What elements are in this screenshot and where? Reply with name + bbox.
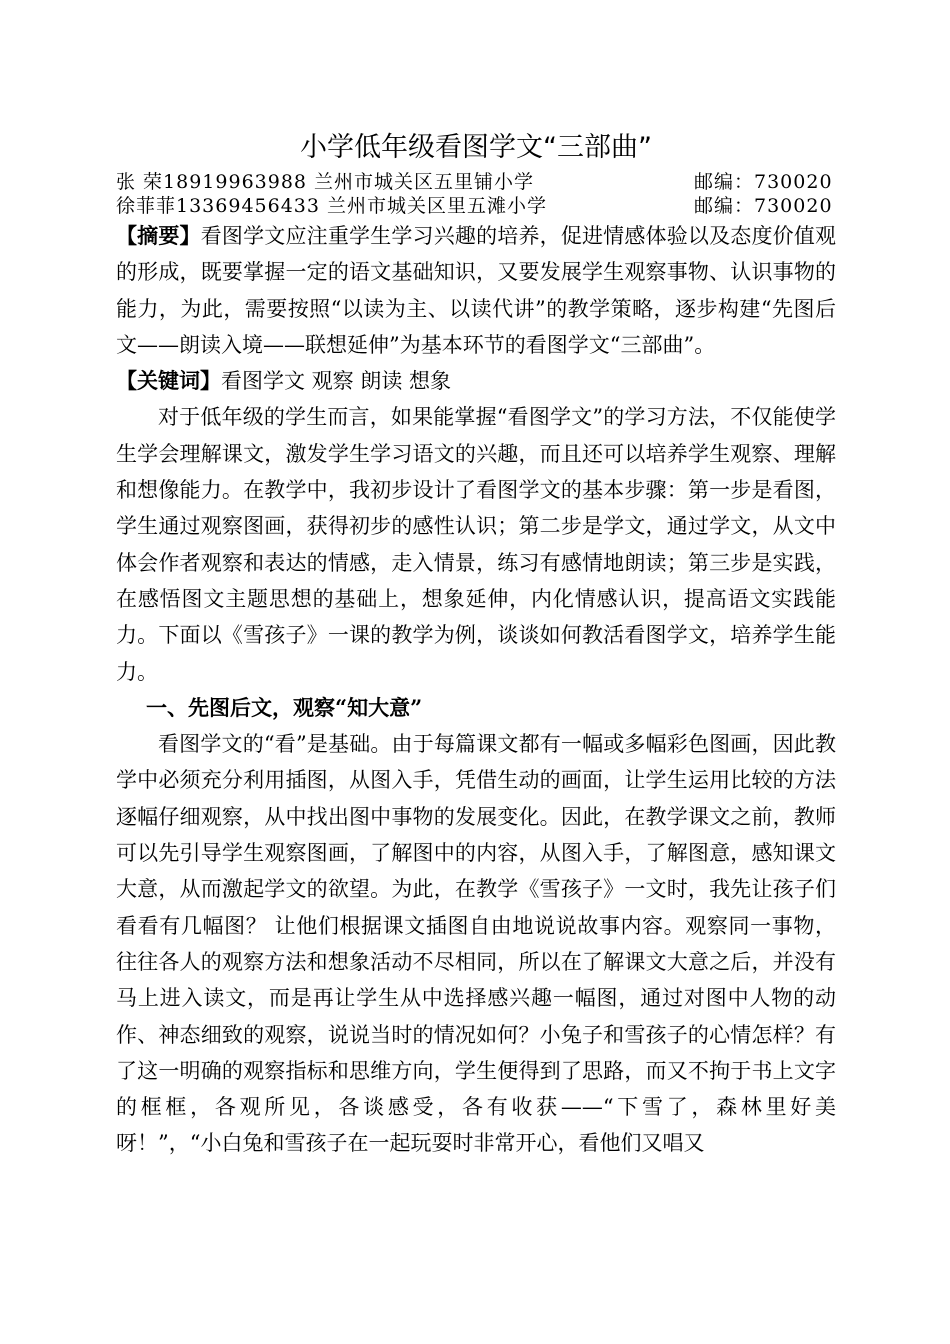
postal-code: 邮编：730020 [694,195,833,217]
document-page [116,128,836,1162]
abstract [116,218,836,363]
author-info: 张 荣18919963988 兰州市城关区五里铺小学 [116,171,535,193]
keywords [116,363,836,399]
document-title: 小学低年级看图学文“三部曲” [300,132,652,163]
keywords-text: 看图学文 观察 朗读 想象 [221,369,452,394]
keywords-label: 【关键词】 [116,368,221,394]
author-info: 徐菲菲13369456433 兰州市城关区里五滩小学 [116,195,548,217]
intro-paragraph: 对于低年级的学生而言，如果能掌握“看图学文”的学习方法，不仅能使学生学会理解课文，激发学生学习语文的兴趣，而且还可以培养学生观察、理解和想像能力。在教学中，我初步设计了看图学文的基本步骤：第一步是看图，学生通过观察图画，获得初步的感性认识；第二步是学文，通过学文，从文中体会作者观察和表达的情感，走入情景，练习有感情地朗读；第三步是实践，在感悟图文主题思想的基础上，想象延伸，内化情感认识，提高语文实践能力。下面以《雪孩子》一课的教学为例，谈谈如何教活看图学文，培养学生能力。 [116,405,836,684]
section-body: 看图学文的“看”是基础。由于每篇课文都有一幅或多幅彩色图画，因此教学中必须充分利用插图，从图入手，凭借生动的画面，让学生运用比较的方法逐幅仔细观察，从中找出图中事物的发展变化。因此，在教学课文之前，教师可以先引导学生观察图画，了解图中的内容，从图入手，了解图意，感知课文大意，从而激起学文的欲望。为此，在教学《雪孩子》一文时，我先让孩子们看看有几幅图？ 让他们根据课文插图自由地说说故事内容。观察同一事物，往往各人的观察方法和想象活动不尽相同，所以在了解课文大意之后，并没有马上进入读文，而是再让学生从中选择感兴趣一幅图，通过对图中人物的动作、神态细致的观察，说说当时的情况如何？小兔子和雪孩子的心情怎样？有了这一明确的观察指标和思维方向，学生便得到了思路，而又不拘于书上文字的框框，各观所见，各谈感受，各有收获——“下雪了，森林里好美呀！”，“小白兔和雪孩子在一起玩耍时非常开心，看他们又唱又 [116,732,836,1156]
abstract-label: 【摘要】 [116,223,201,248]
author-line-1 [116,170,836,194]
author-line-2 [116,194,836,218]
abstract-text: 看图学文应注重学生学习兴趣的培养，促进情感体验以及态度价值观的形成，既要掌握一定的语文基础知识，又要发展学生观察事物、认识事物的能力，为此，需要按照“以读为主、以读代讲”的教学策略，逐步构建“先图后文——朗读入境——联想延伸”为基本环节的看图学文“三部曲”。 [116,224,837,357]
section-heading: 一、先图后文，观察“知大意” [146,694,423,720]
postal-code: 邮编：730020 [694,171,833,193]
